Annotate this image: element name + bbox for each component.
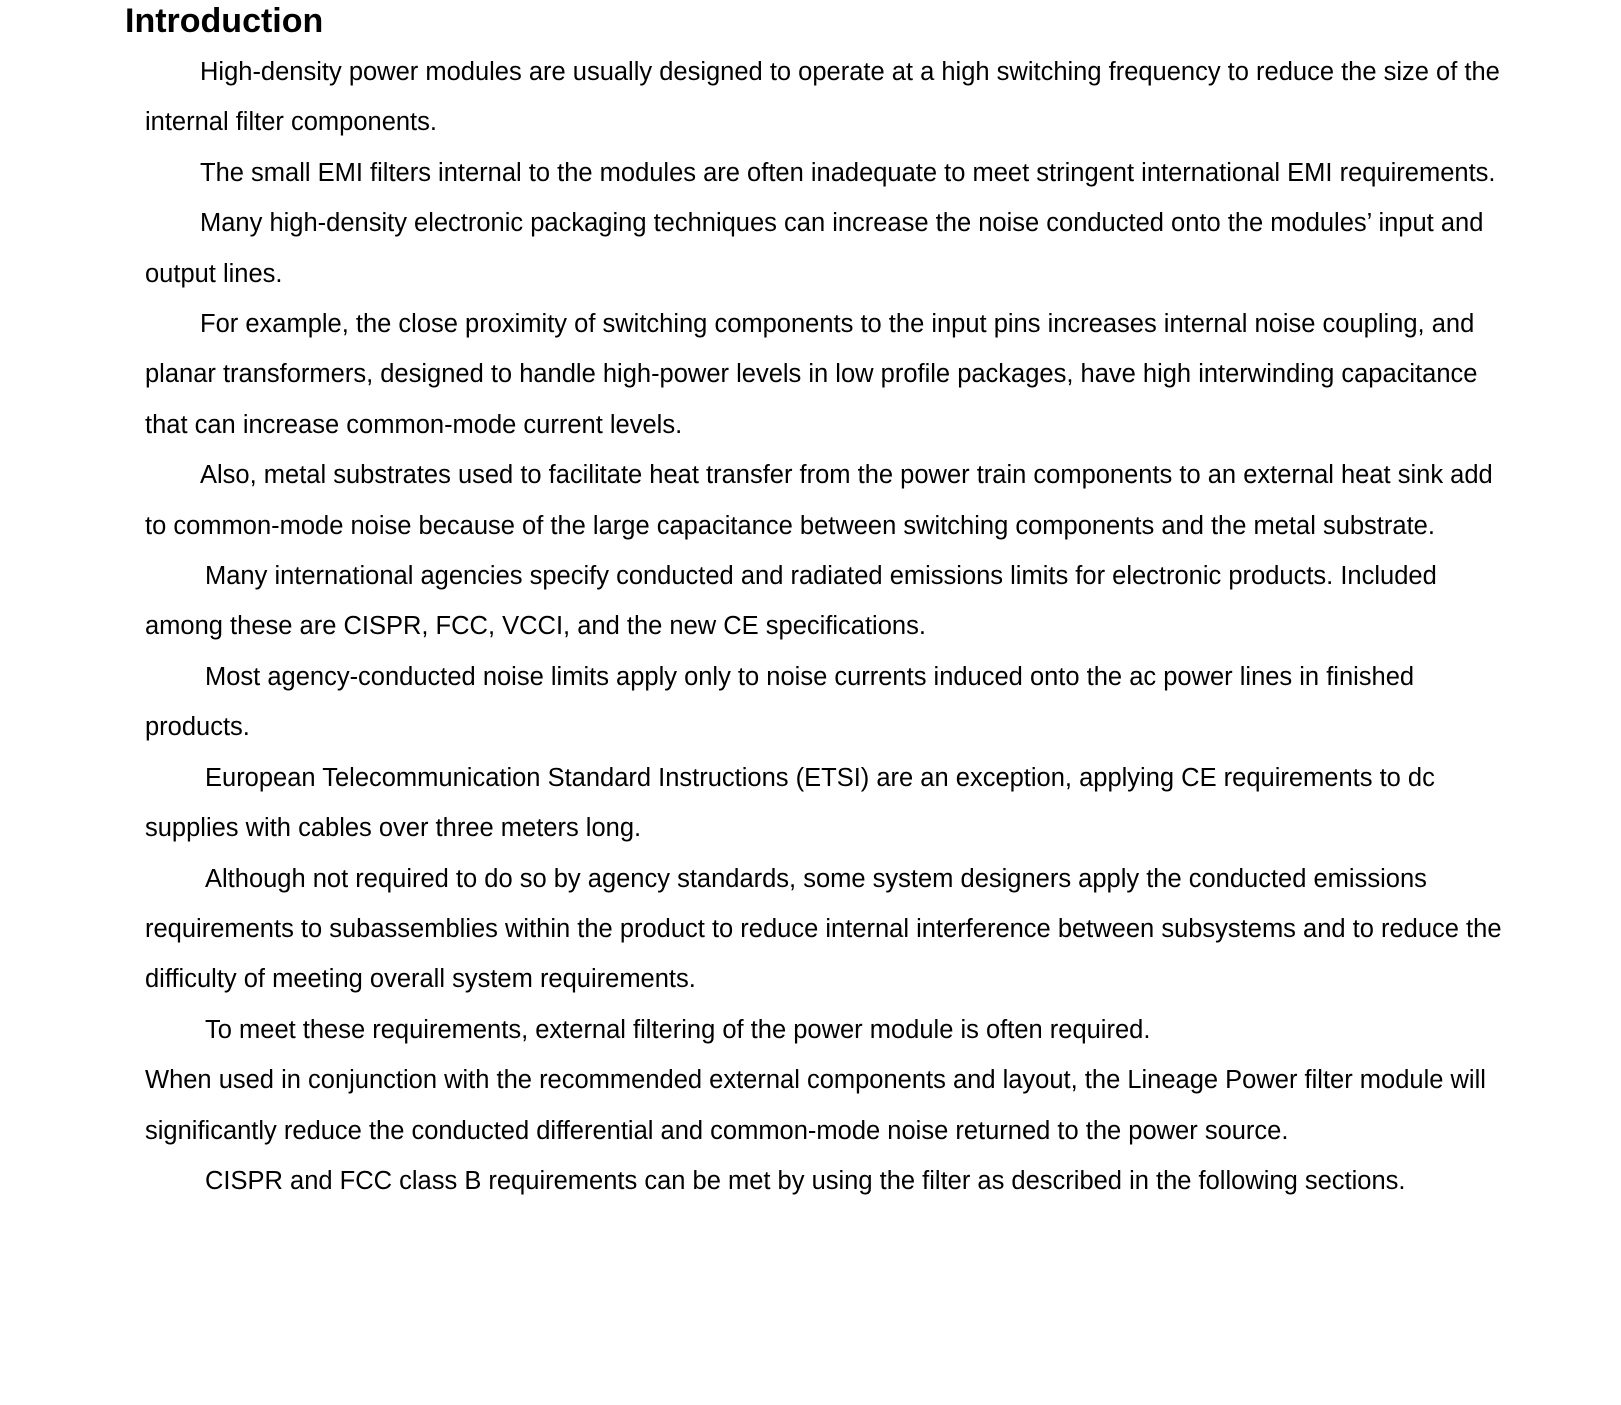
paragraph-11: When used in conjunction with the recommended external components and layout, the Lineage Power filter module will significantly reduce the conducted differential and common-mode noise returned to the power source. xyxy=(145,1066,1486,1145)
paragraph-4: For example, the close proximity of switching components to the input pins increases internal noise coupling, and planar transformers, designed to handle high-power levels in low profile packages, have high interwinding capacitance that can increase common-mode current levels. xyxy=(145,310,1478,439)
paragraph-10: To meet these requirements, external filtering of the power module is often required. xyxy=(205,1015,1151,1044)
paragraph-9: Although not required to do so by agency standards, some system designers apply the conducted emissions requirements to subassemblies within the product to reduce internal interference between subsystems and to reduce the difficulty of meeting overall system requirements. xyxy=(145,864,1502,994)
paragraph-7: Most agency-conducted noise limits apply only to noise currents induced onto the ac power lines in finished products. xyxy=(145,662,1415,742)
paragraph-8: European Telecommunication Standard Instructions (ETSI) are an exception, applying CE requirements to dc supplies with cables over three meters long. xyxy=(145,763,1435,843)
paragraph-1: High-density power modules are usually designed to operate at a high switching frequency to reduce the size of the internal filter components. xyxy=(145,58,1500,137)
paragraph-12: CISPR and FCC class B requirements can be met by using the filter as described in the following sections. xyxy=(205,1166,1406,1195)
paragraph-3: Many high-density electronic packaging techniques can increase the noise conducted onto the modules’ input and output lines. xyxy=(145,209,1484,288)
paragraph-2: The small EMI filters internal to the modules are often inadequate to meet stringent international EMI requirements. xyxy=(200,158,1496,187)
paragraph-5: Also, metal substrates used to facilitate heat transfer from the power train components to an external heat sink add to common-mode noise because of the large capacitance between switching components and the metal substrate. xyxy=(145,461,1493,540)
paragraph-6: Many international agencies specify conducted and radiated emissions limits for electronic products. Included among these are CISPR, FCC, VCCI, and the new CE specifications. xyxy=(145,562,1437,641)
section-heading: Introduction xyxy=(125,2,324,40)
body-text xyxy=(145,47,1505,1206)
